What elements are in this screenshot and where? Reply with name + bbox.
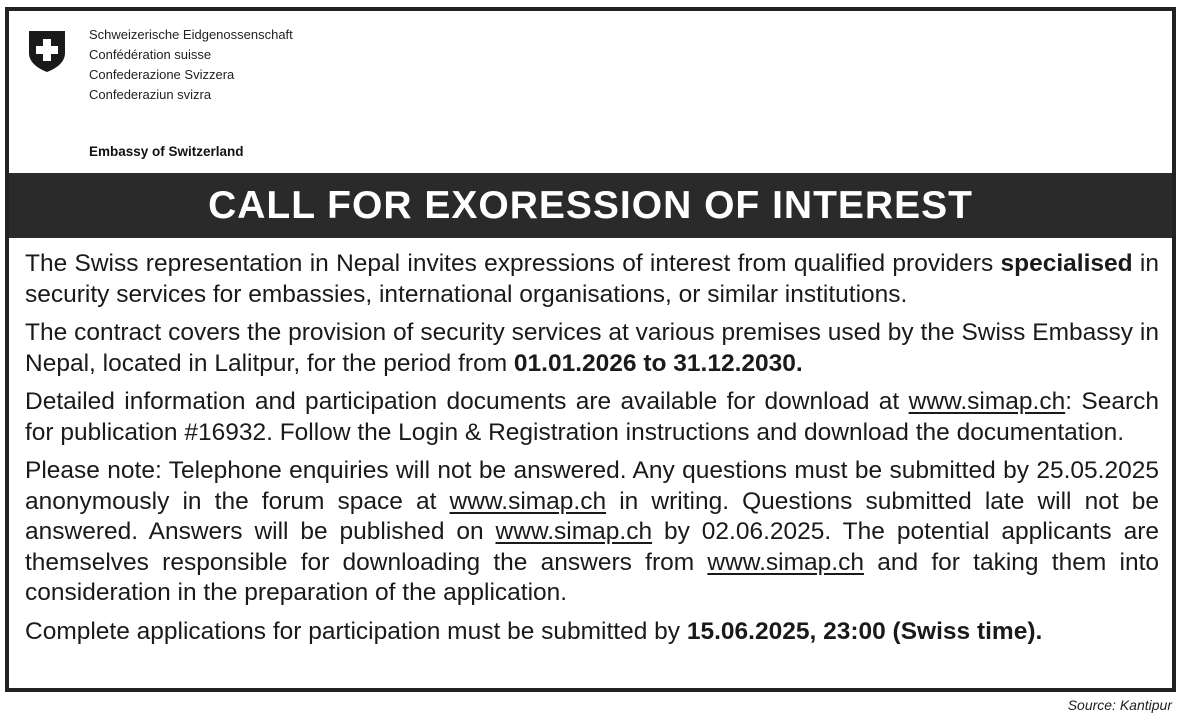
text: Complete applications for participation must be submitted by [25,617,687,645]
source-credit: Source: Kantipur [1067,697,1172,713]
paragraph-deadline [25,617,1159,648]
name-french: Confédération suisse [89,47,212,62]
notice-header [9,11,1172,173]
simap-link[interactable]: www.simap.ch [495,518,653,545]
text: The Swiss representation in Nepal invites expressions of interest from qualified providers [25,250,1001,277]
name-romansh: Confederaziun svizra [89,87,212,102]
paragraph-contract [25,318,1159,379]
text: The contract covers the provision of security services at various premises used by the Swiss Embassy in Nepal, located in Lalitpur, for the period from [25,319,1159,377]
bold-text: specialised [1000,250,1133,277]
embassy-name: Embassy of Switzerland [89,144,244,159]
name-german: Schweizerische Eidgenossenschaft [89,27,293,42]
paragraph-note [25,456,1159,609]
paragraph-invitation [25,249,1159,310]
deadline: 15.06.2025, 23:00 (Swiss time). [686,617,1043,645]
text: and for taking them into consideration in the preparation of the application. [25,548,1159,606]
paragraph-documents [25,387,1159,448]
text: Please note: Telephone enquiries will not be answered. Any questions must be submitted by 25.05.2025 anonymously in the forum space at [25,457,1159,515]
text: Detailed information and participation documents are available for download at [25,388,909,415]
contract-period: 01.01.2026 to 31.12.2030. [513,349,803,377]
text: by 02.06.2025. The potential applicants are themselves responsible for downloading the answers from [25,518,1159,576]
simap-link[interactable]: www.simap.ch [449,487,607,515]
text: in security services for embassies, international organisations, or similar institutions. [25,250,1159,308]
name-italian: Confederazione Svizzera [89,67,235,82]
simap-link[interactable]: www.simap.ch [908,388,1066,415]
notice-title: CALL FOR EXORESSION OF INTEREST [208,183,973,227]
notice-frame [5,7,1176,692]
simap-link[interactable]: www.simap.ch [707,548,864,576]
title-bar [9,173,1172,238]
swiss-cross-icon [27,29,67,73]
notice-body [25,249,1159,655]
text: in writing. Questions submitted late will not be answered. Answers will be published on [25,487,1159,545]
text: : Search for publication #16932. Follow the Login & Registration instructions and download the documentation. [25,388,1160,446]
confederation-names [89,25,293,105]
